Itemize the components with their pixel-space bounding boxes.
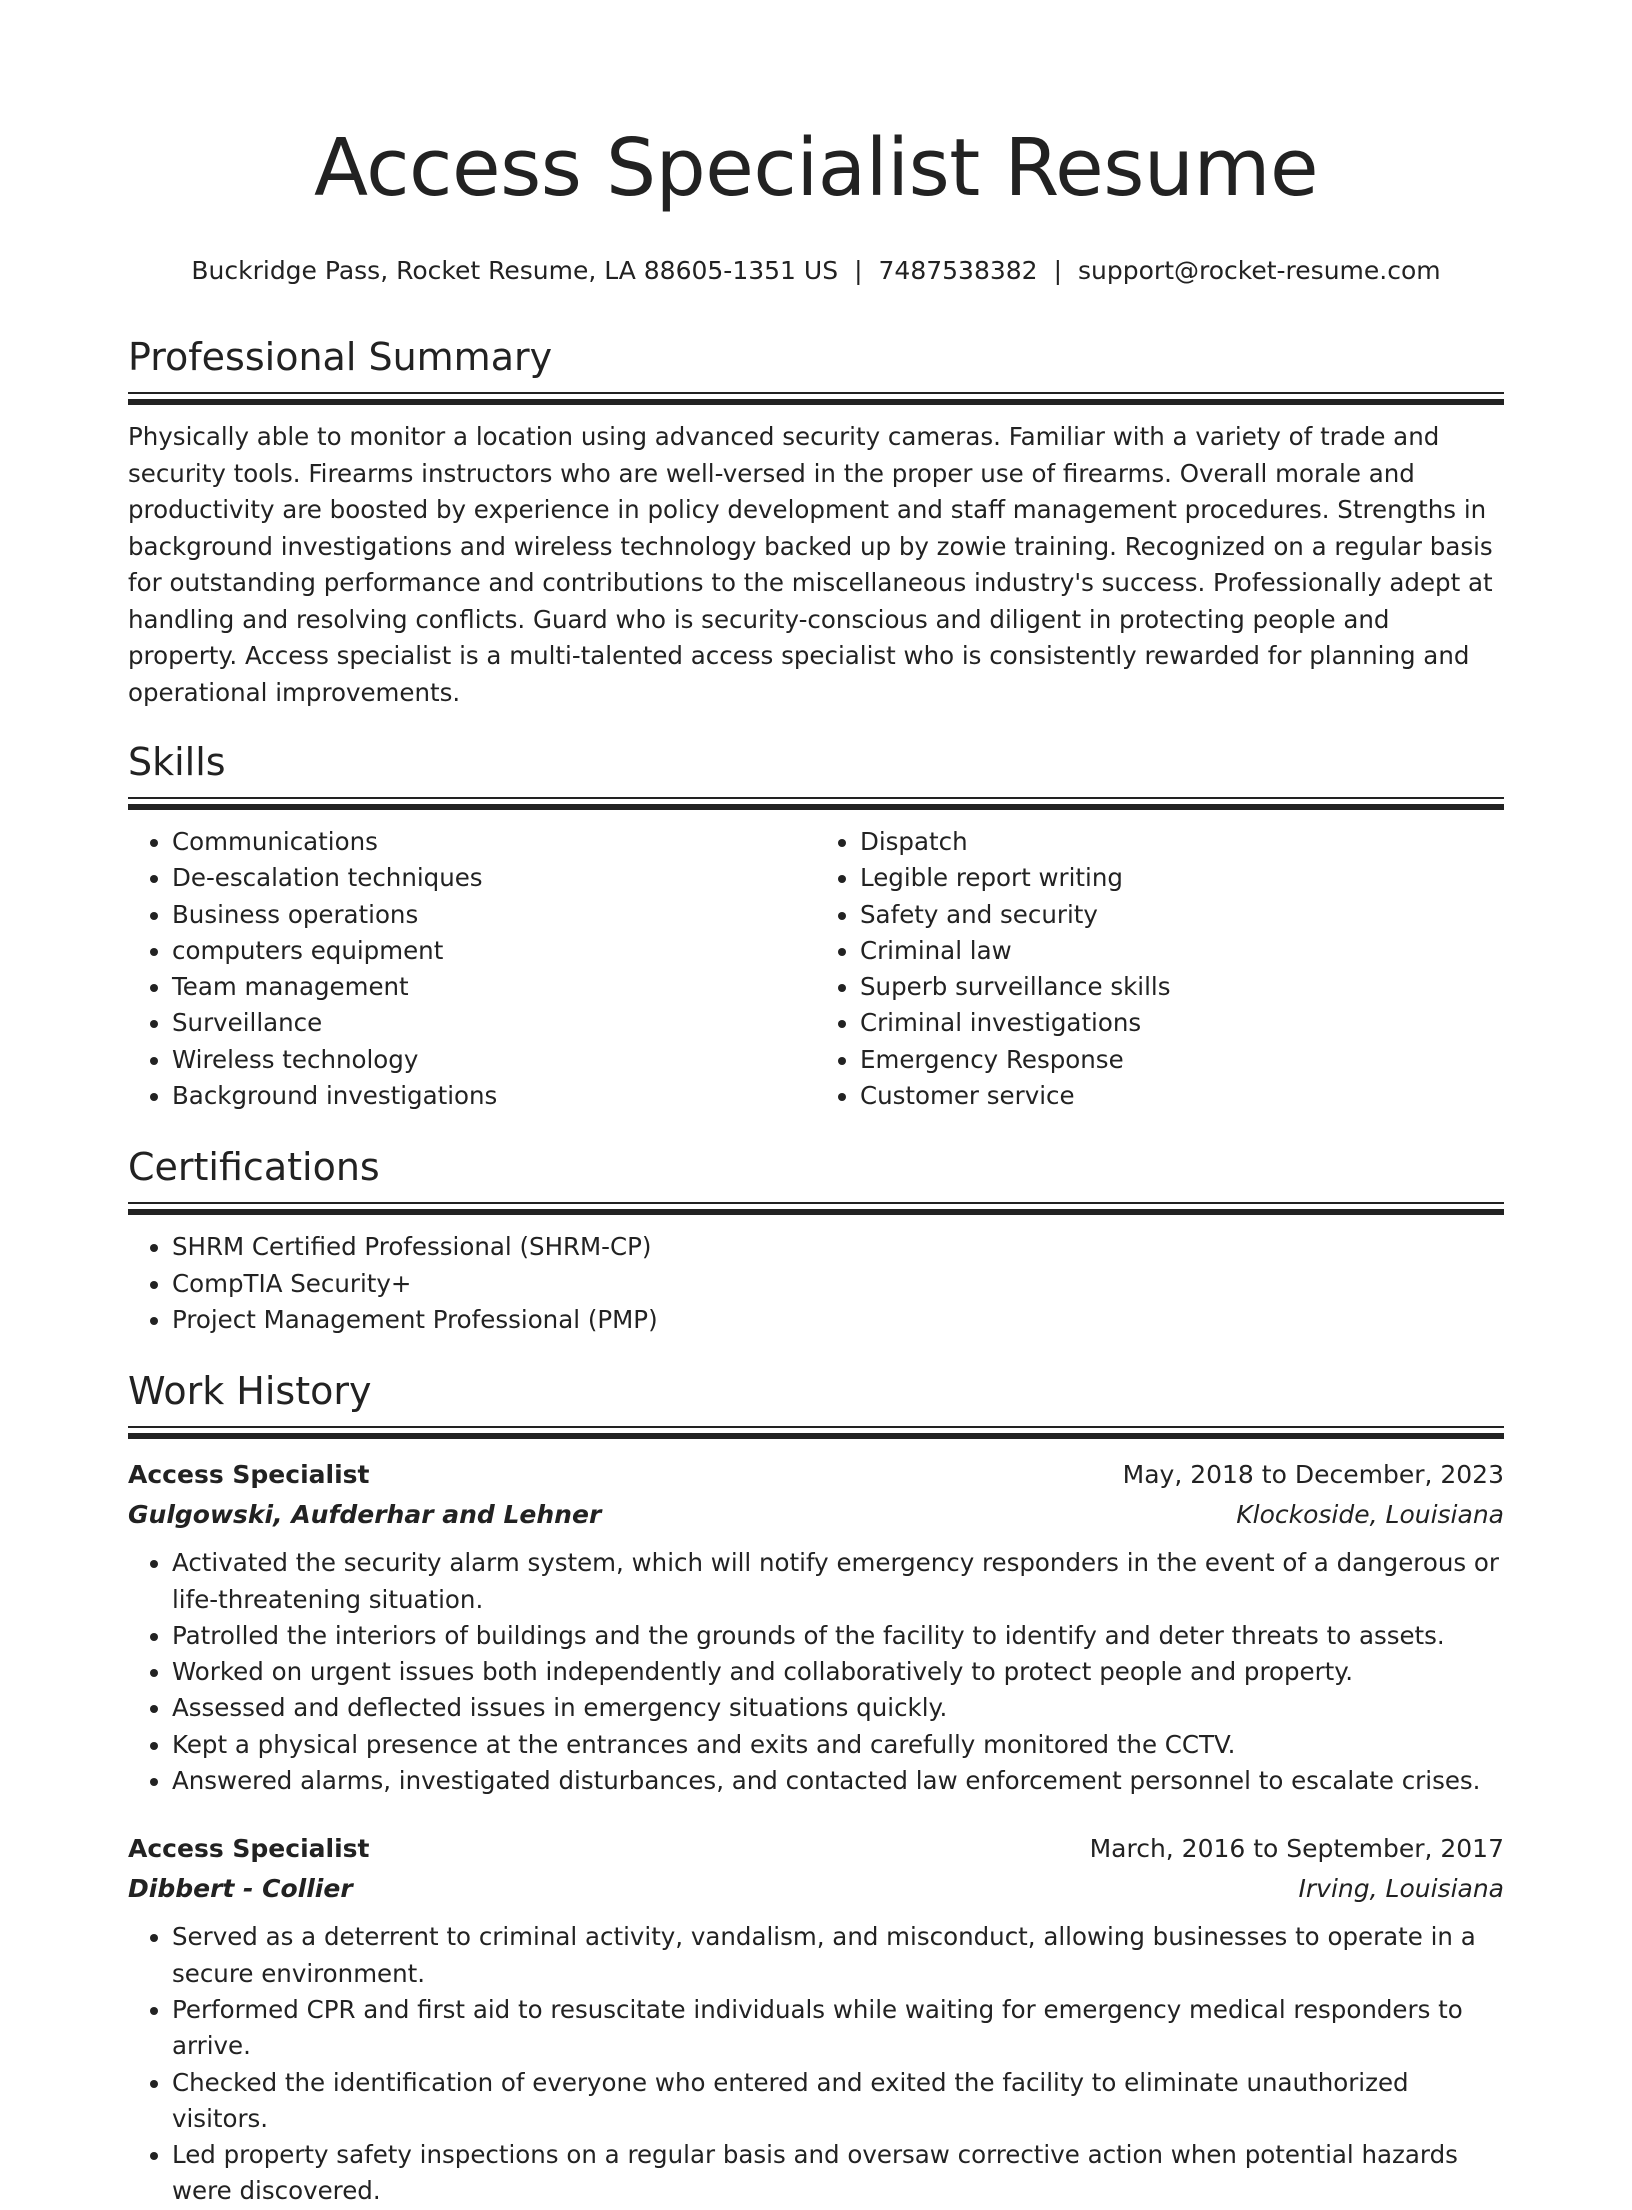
job-company: Dibbert - Collier (128, 1874, 353, 1904)
skill-item: • Customer service (860, 1078, 1504, 1114)
work-history-heading: Work History (128, 1369, 372, 1414)
job-entry (128, 1455, 1504, 1799)
skill-item: • Team management (172, 969, 816, 1005)
skill-item: • Superb surveillance skills (860, 969, 1504, 1005)
section-divider (128, 392, 1504, 405)
skill-item: • Safety and security (860, 897, 1504, 933)
job-bullet: • Led property safety inspections on a regular basis and oversaw corrective action when potential hazards were discovered. (172, 2137, 1504, 2210)
resume-title: Access Specialist Resume (313, 122, 1319, 214)
skill-item: • Background investigations (172, 1078, 816, 1114)
section-divider (128, 1202, 1504, 1215)
contact-separator: | (854, 256, 863, 285)
summary-text: Physically able to monitor a location using advanced security cameras. Familiar with a variety of trade and security tools. Firearms instructors who are well-versed in the proper use of firearms. Overall morale and productivity are boosted by experience in policy development and staff management procedures. Strengths in background investigations and wireless technology backed up by zowie training. Recognized on a regular basis for outstanding performance and contributions to the miscellaneous industry's success. Professionally adept at handling and resolving conflicts. Guard who is security-conscious and diligent in protecting people and property. Access specialist is a multi-talented access specialist who is consistently rewarded for planning and operational improvements. (128, 422, 1493, 707)
job-bullet: • Performed CPR and first aid to resuscitate individuals while waiting for emergency medical responders to arrive. (172, 1992, 1504, 2065)
skill-item: • Criminal investigations (860, 1005, 1504, 1041)
summary-heading: Professional Summary (128, 335, 553, 379)
contact-phone: 7487538382 (878, 256, 1038, 285)
section-divider (128, 797, 1504, 810)
skills-columns (128, 824, 1504, 1114)
certification-item: • CompTIA Security+ (172, 1266, 1504, 1302)
summary-section (128, 332, 1504, 711)
skill-item: • Surveillance (172, 1005, 816, 1041)
skill-item: • Communications (172, 824, 816, 860)
job-location: Klockoside, Louisiana (1236, 1500, 1504, 1530)
skills-heading: Skills (128, 740, 226, 784)
job-bullet: • Worked on urgent issues both independently and collaboratively to protect people and property. (172, 1654, 1504, 1690)
job-bullets (128, 1919, 1504, 2209)
job-bullet: • Patrolled the interiors of buildings and the grounds of the facility to identify and deter threats to assets. (172, 1618, 1504, 1654)
job-bullet: • Answered alarms, investigated disturbances, and contacted law enforcement personnel to escalate crises. (172, 1763, 1504, 1799)
skill-item: • Dispatch (860, 824, 1504, 860)
job-bullet: • Served as a deterrent to criminal activity, vandalism, and misconduct, allowing businesses to operate in a secure environment. (172, 1919, 1504, 1992)
contact-separator: | (1053, 256, 1063, 285)
skills-list-right (816, 824, 1504, 1114)
job-bullet: • Assessed and deflected issues in emergency situations quickly. (172, 1690, 1504, 1726)
skill-item: • Business operations (172, 897, 816, 933)
section-divider (128, 1426, 1504, 1439)
skill-item: • Emergency Response (860, 1042, 1504, 1078)
skill-item: • De-escalation techniques (172, 860, 816, 896)
job-company: Gulgowski, Aufderhar and Lehner (128, 1500, 602, 1530)
contact-email: support@rocket-resume.com (1078, 256, 1441, 285)
certifications-list (128, 1229, 1504, 1338)
job-bullet: • Checked the identification of everyone who entered and exited the facility to eliminate unauthorized visitors. (172, 2065, 1504, 2138)
job-bullet: • Kept a physical presence at the entrances and exits and carefully monitored the CCTV. (172, 1727, 1504, 1763)
job-entry (128, 1829, 1504, 2209)
job-dates: May, 2018 to December, 2023 (1122, 1460, 1504, 1490)
job-bullets (128, 1545, 1504, 1799)
skill-item: • Legible report writing (860, 860, 1504, 896)
job-title: Access Specialist (128, 1834, 370, 1864)
certifications-section (128, 1142, 1504, 1338)
skills-section (128, 737, 1504, 1114)
certification-item: • Project Management Professional (PMP) (172, 1302, 1504, 1338)
job-dates: March, 2016 to September, 2017 (1089, 1834, 1504, 1864)
job-location: Irving, Louisiana (1298, 1874, 1504, 1904)
contact-address: Buckridge Pass, Rocket Resume, LA 88605-1351 US (191, 256, 839, 285)
contact-line (128, 254, 1504, 288)
skills-list-left (128, 824, 816, 1114)
job-bullet: • Activated the security alarm system, which will notify emergency responders in the event of a dangerous or life-threatening situation. (172, 1545, 1504, 1618)
certifications-heading: Certifications (128, 1145, 380, 1190)
job-title: Access Specialist (128, 1460, 370, 1490)
certification-item: • SHRM Certified Professional (SHRM-CP) (172, 1229, 1504, 1265)
skill-item: • computers equipment (172, 933, 816, 969)
work-history-section (128, 1366, 1504, 2209)
skill-item: • Criminal law (860, 933, 1504, 969)
skill-item: • Wireless technology (172, 1042, 816, 1078)
